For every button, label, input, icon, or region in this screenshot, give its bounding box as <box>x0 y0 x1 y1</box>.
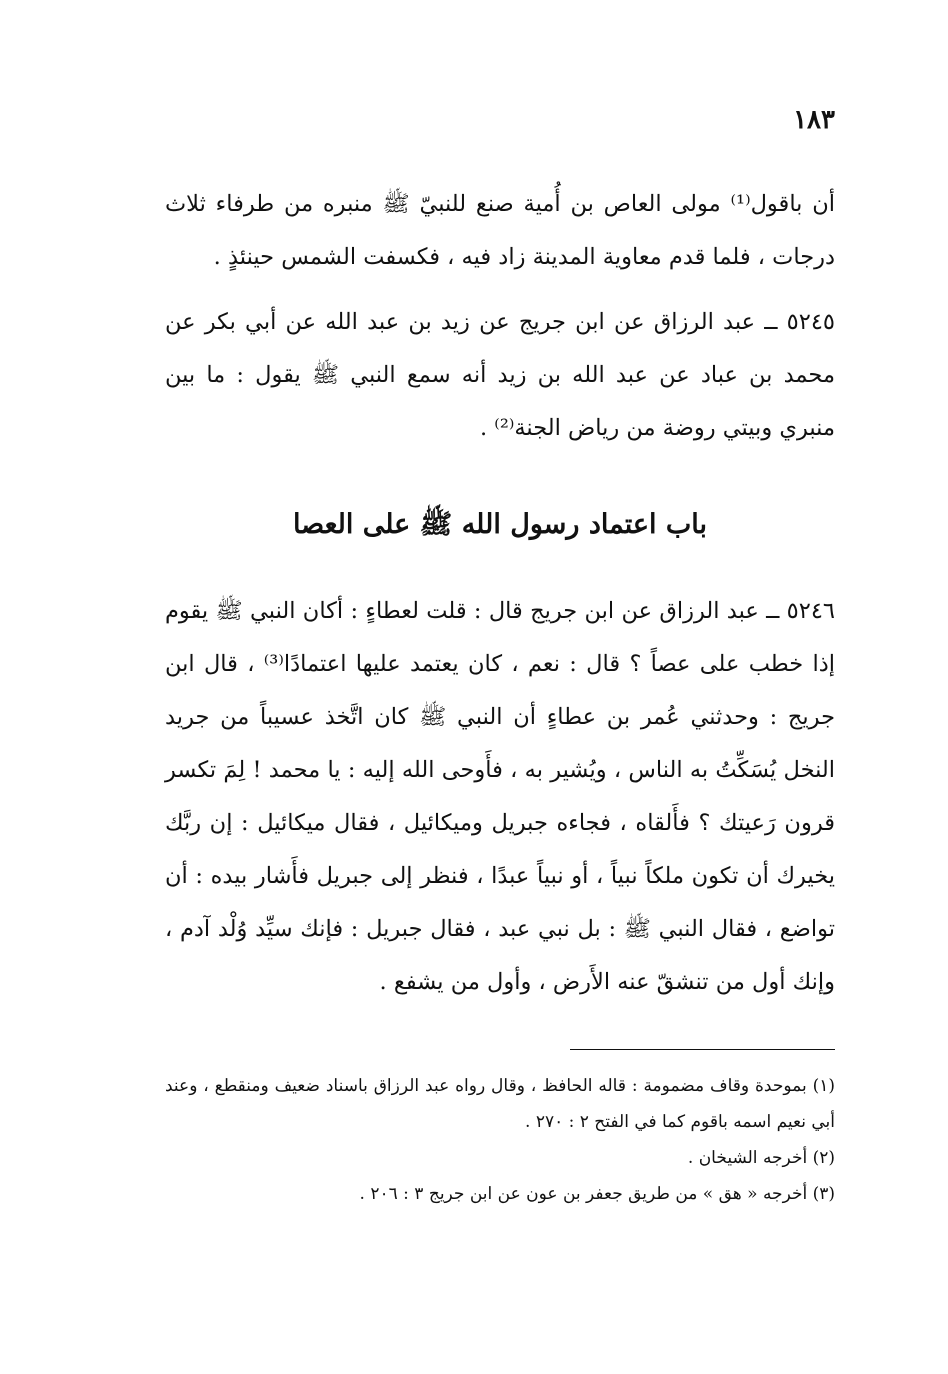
footnote-1: (١) بموحدة وقاف مضمومة : قاله الحافظ ، وقال رواه عبد الرزاق باسناد ضعيف ومنقطع ، وعند أبي نعيم اسمه باقوم كما في الفتح ٢ : ٢٧٠ . <box>165 1076 835 1132</box>
footnote-divider <box>570 1049 835 1050</box>
paragraph-intro: أن باقول⁽¹⁾ مولى العاص بن أُمية صنع للنبيّ ﷺ منبره من طرفاء ثلاث درجات ، فلما قدم معاوية المدينة زاد فيه ، فكسفت الشمس حينئذٍ . <box>165 191 835 270</box>
footnote-2: (٢) أخرجه الشيخان . <box>687 1148 835 1168</box>
footnote-3: (٣) أخرجه « هق » من طريق جعفر بن عون عن ابن جريج ٣ : ٢٠٦ . <box>359 1184 835 1204</box>
page-number: ١٨٣ <box>793 105 835 135</box>
paragraph-5245: ٥٢٤٥ ــ عبد الرزاق عن ابن جريج عن زيد بن عبد الله عن أبي بكر عن محمد بن عباد عن عبد الله بن زيد أنه سمع النبي ﷺ يقول : ما بين منبري وبيتي روضة من رياض الجنة⁽²⁾ . <box>165 309 835 441</box>
paragraph-5246: ٥٢٤٦ ــ عبد الرزاق عن ابن جريج قال : قلت لعطاءٍ : أكان النبي ﷺ يقوم إذا خطب على عصاً ؟ قال : نعم ، كان يعتمد عليها اعتمادًا⁽³⁾ ، قال ابن جريج : وحدثني عُمر بن عطاءٍ أن النبي ﷺ كان اتَّخذ عسيباً من جريد النخل يُسَكِّتُ به الناس ، ويُشير به ، فأَوحى الله إليه : يا محمد ! لِمَ تكسر قرون رَعيتك ؟ فأَلقاه ، فجاءه جبريل وميكائيل ، فقال ميكائيل : إن ربَّك يخيرك أن تكون ملكاً نبياً ، أو نبياً عبدًا ، فنظر إلى جبريل فأَشار بيده : أن تواضع ، فقال النبي ﷺ : بل نبي عبد ، فقال جبريل : فإنك سيِّد وُلْد آدم ، وإنك أول من تنشقّ عنه الأَرض ، وأول من يشفع . <box>165 598 835 995</box>
footnotes <box>165 1068 835 1212</box>
page-body <box>165 100 835 1212</box>
chapter-heading: باب اعتماد رسول الله ﷺ على العصا <box>292 509 708 540</box>
